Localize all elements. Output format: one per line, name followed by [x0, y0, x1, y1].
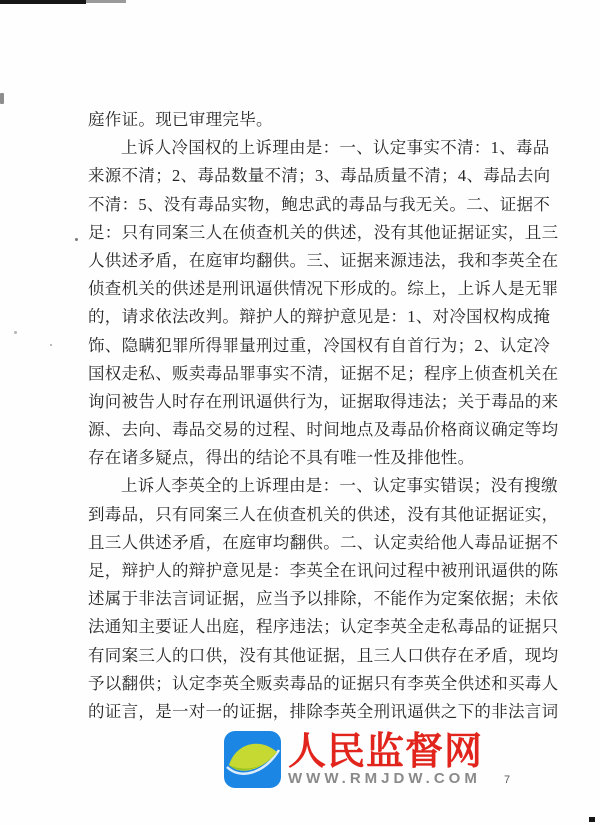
scan-artifact-top-line: [0, 0, 86, 4]
text-line-3: 来源不清；2、毒品数量不清；3、毒品质量不清；4、毒品去向: [88, 166, 551, 186]
text-line-6: 人供述矛盾，在庭审均翻供。三、证据来源违法，我和李英全在: [88, 250, 559, 270]
text-line-15: 到毒品，只有同案三人在侦查机关的供述，没有其他证据证实，: [88, 504, 559, 524]
scan-speck: [14, 331, 17, 334]
scan-speck: [50, 344, 52, 346]
scan-speck: [75, 238, 78, 241]
site-url: WWW.RMJDW.COM: [288, 770, 481, 787]
text-line-11: 询问被告人时存在刑讯逼供行为，证据取得违法；关于毒品的来: [88, 391, 559, 411]
text-line-17: 足，辩护人的辩护意见是：李英全在讯问过程中被刑讯逼供的陈: [88, 561, 559, 580]
text-line-7: 侦查机关的供述是刑讯逼供情况下形成的。综上，上诉人是无罪: [88, 279, 559, 299]
text-line-9: 饰、隐瞒犯罪所得罪量刑过重，冷国权有自首行为；2、认定冷: [88, 335, 551, 355]
text-line-2: 上诉人冷国权的上诉理由是：一、认定事实不清：1、毒品: [121, 138, 550, 158]
text-line-5: 足：只有同案三人在侦查机关的供述，没有其他证据证实，且三: [88, 222, 559, 242]
text-line-4: 不清：5、没有毒品实物，鲍忠武的毒品与我无关。二、证据不: [88, 194, 551, 214]
scan-artifact-top-line-fade: [86, 0, 126, 3]
scan-speck: [589, 817, 595, 822]
watermark-brand: [288, 731, 483, 787]
scan-speck: [0, 93, 4, 104]
text-line-18: 述属于非法言词证据，应当予以排除，不能作为定案依据；未依: [88, 589, 559, 609]
text-line-22: 的证言，是一对一的证据，排除李英全刑讯逼供之下的非法言词: [88, 701, 559, 721]
text-line-16: 且三人供述矛盾，在庭审均翻供。二、认定卖给他人毒品证据不: [88, 532, 559, 552]
text-line-13: 存在诸多疑点，得出的结论不具有唯一性及排他性。: [88, 448, 475, 468]
text-line-20: 有同案三人的口供，没有其他证据，且三人口供存在矛盾，现均: [88, 645, 559, 665]
site-name: 人民监督网: [288, 731, 484, 773]
page-number: 7: [504, 774, 511, 786]
text-line-10: 国权走私、贩卖毒品罪事实不清，证据不足；程序上侦查机关在: [88, 363, 559, 383]
watermark-logo: [224, 731, 483, 788]
text-line-12: 源、去向、毒品交易的过程、时间地点及毒品价格商议确定等均: [88, 420, 559, 440]
text-line-8: 的，请求依法改判。辩护人的辩护意见是：1、对冷国权构成掩: [88, 307, 551, 327]
rmjdw-leaf-icon: [224, 731, 281, 788]
text-line-21: 予以翻供；认定李英全贩卖毒品的证据只有李英全供述和买毒人: [88, 673, 559, 693]
text-line-14: 上诉人李英全的上诉理由是：一、认定事实错误；没有搜缴: [121, 476, 558, 496]
text-line-19: 法通知主要证人出庭，程序违法；认定李英全走私毒品的证据只: [88, 617, 559, 637]
document-text: [88, 106, 559, 726]
text-line-1: 庭作证。现已审理完毕。: [88, 110, 273, 129]
